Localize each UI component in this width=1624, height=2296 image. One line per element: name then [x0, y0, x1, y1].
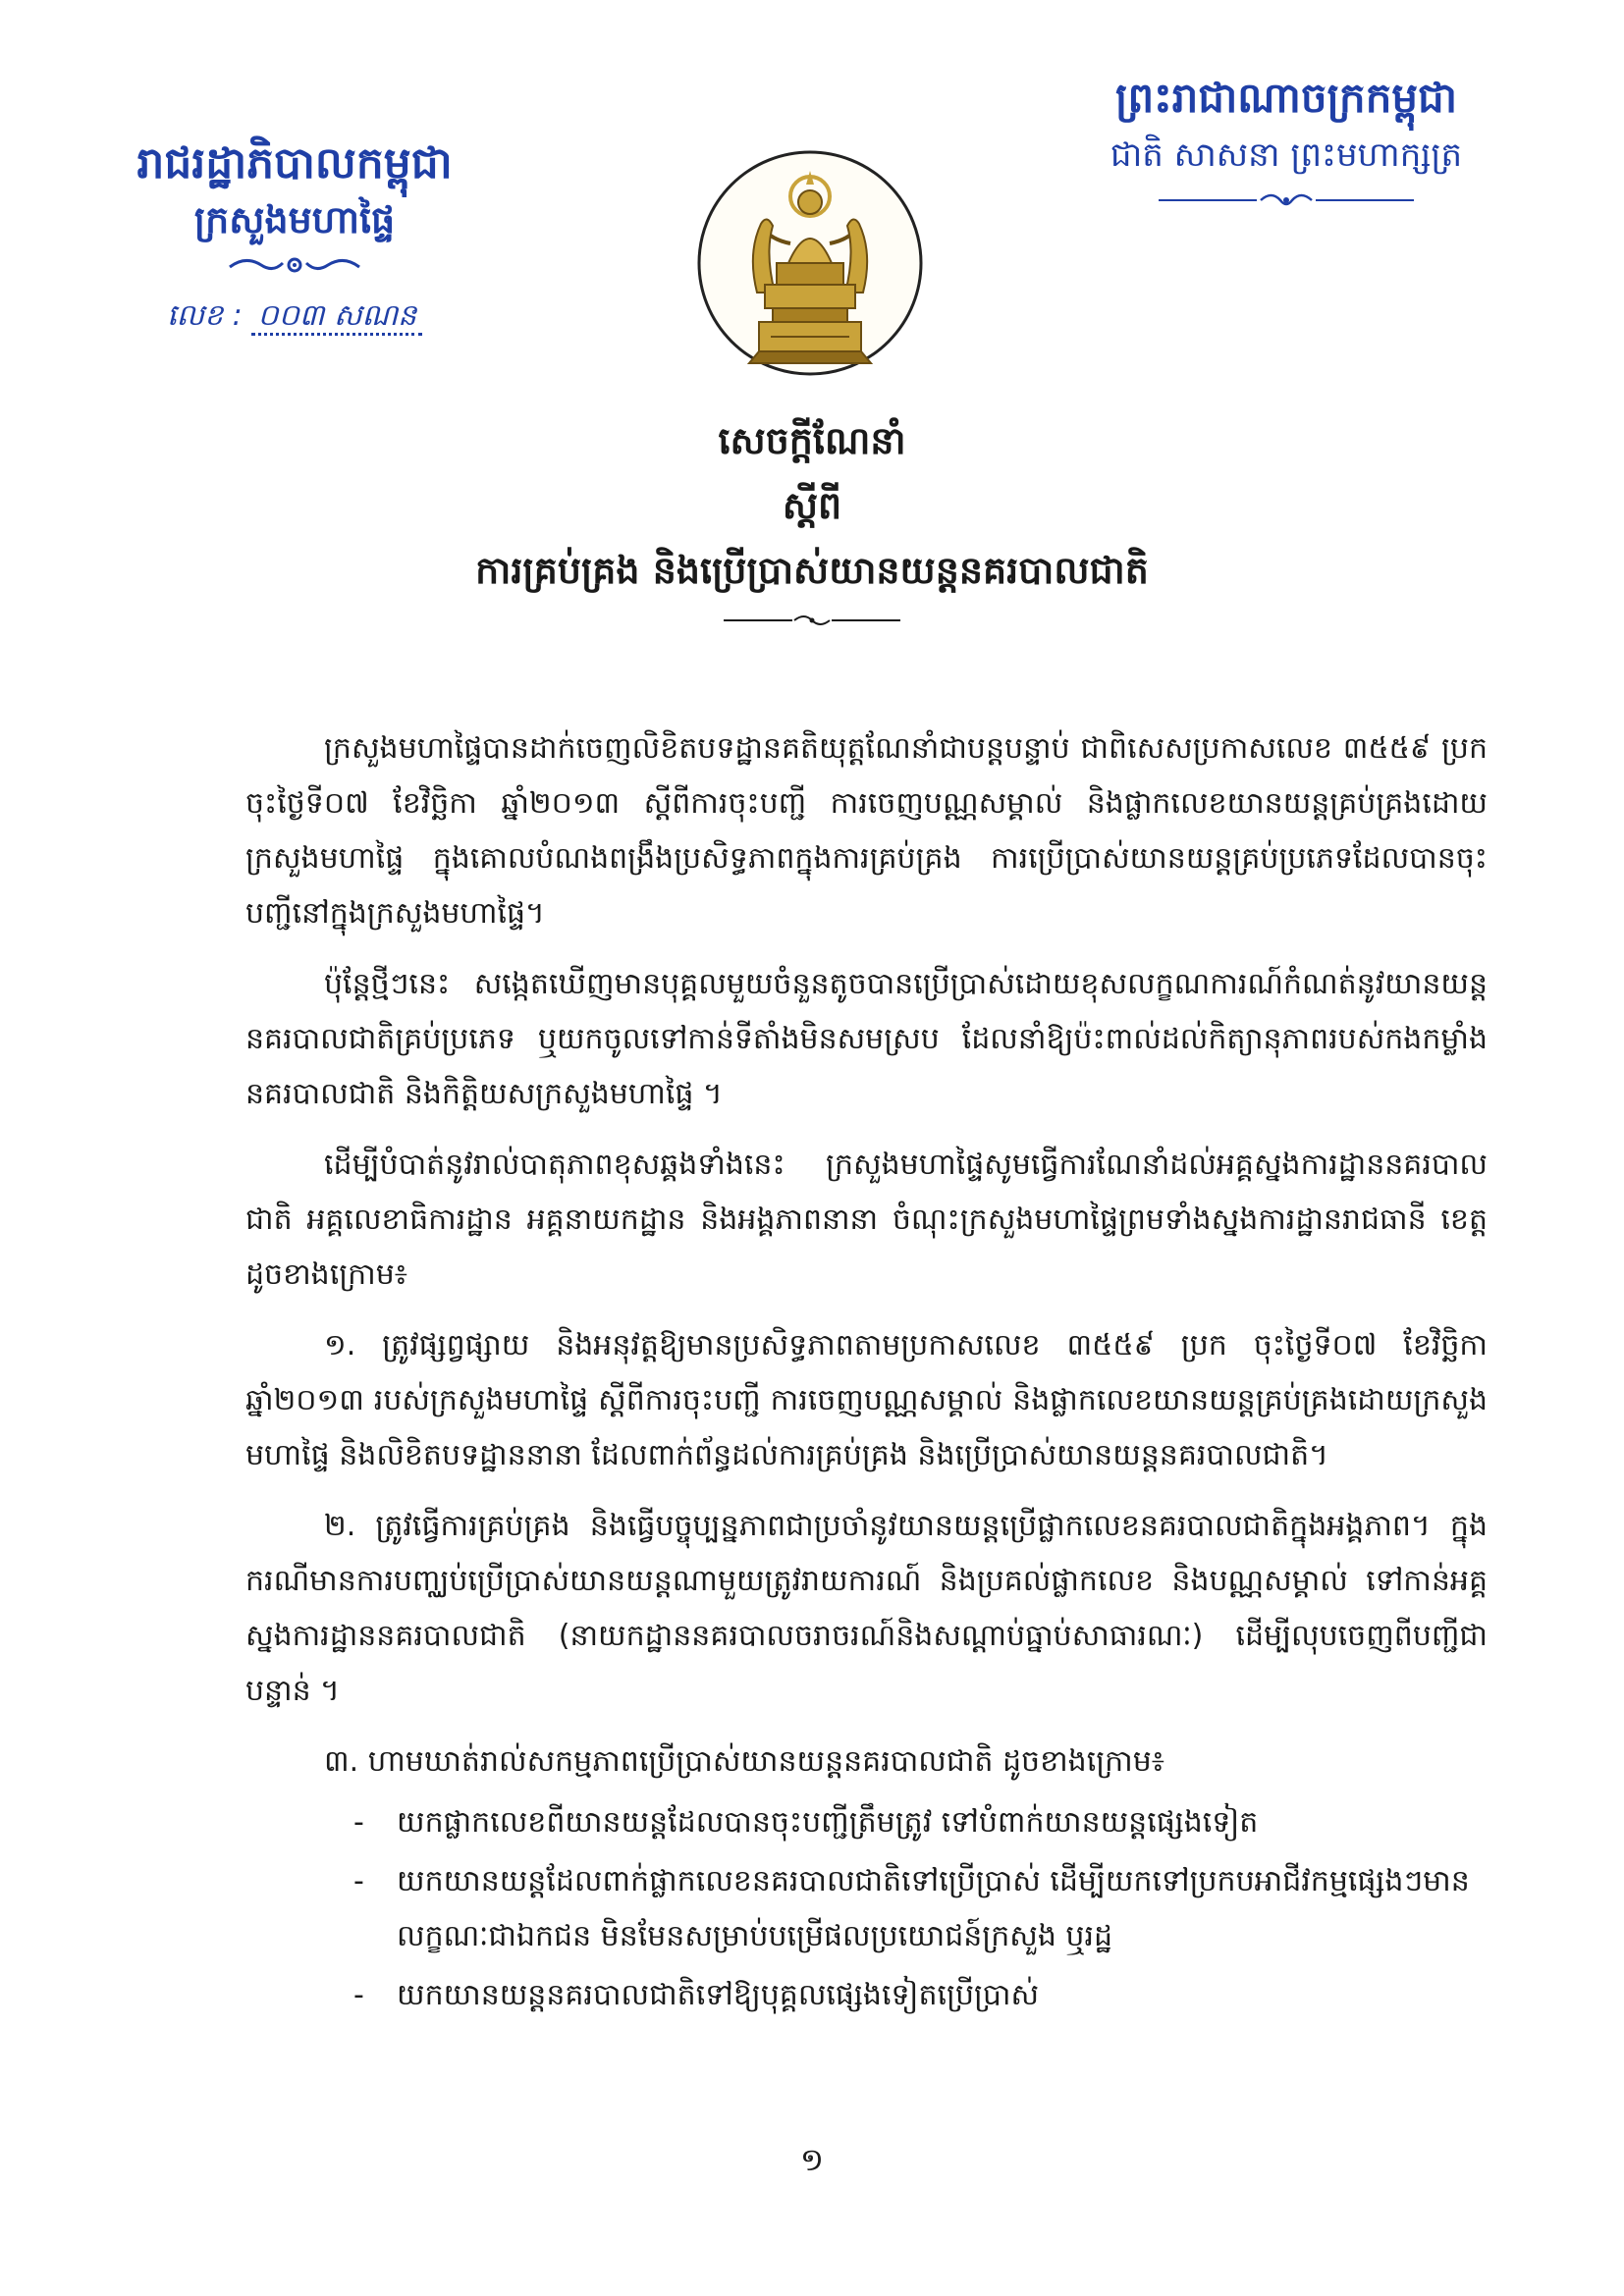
prohibited-actions-list — [245, 1795, 1488, 2023]
ornament-divider-icon — [226, 253, 363, 277]
list-item: - យកយានយន្តដែលពាក់ផ្លាកលេខនគរបាលជាតិទៅប្រើប្រាស់ ដើម្បីយកទៅប្រកបអាជីវកម្មផ្សេងៗមានលក្ខណៈជាឯកជន មិនមែនសម្រាប់បម្រើផលប្រយោជន៍ក្រសួង ឬរដ្ឋ — [353, 1854, 1488, 1964]
document-subject: ការគ្រប់គ្រង និងប្រើប្រាស់យានយន្តនគរបាលជាតិ — [475, 549, 1149, 592]
royal-emblem-icon — [692, 145, 928, 381]
item-1: ១. ត្រូវផ្សព្វផ្សាយ និងអនុវត្តឱ្យមានប្រសិទ្ធភាពតាមប្រកាសលេខ ៣៥៥៩ ប្រក ចុះថ្ងៃទី០៧ ខែវិច្ឆិកា ឆ្នាំ២០១៣ របស់ក្រសួងមហាផ្ទៃ ស្តីពីការចុះបញ្ជី ការចេញបណ្ណសម្គាល់ និងផ្លាកលេខយានយន្តគ្រប់គ្រងដោយក្រសួងមហាផ្ទៃ និងលិខិតបទដ្ឋាននានា ដែលពាក់ព័ន្ធដល់ការគ្រប់គ្រង និងប្រើប្រាស់យានយន្តនគរបាលជាតិ។ — [245, 1328, 1488, 1472]
right-header — [1060, 69, 1512, 210]
list-item: - យកផ្លាកលេខពីយានយន្តដែលបានចុះបញ្ជីត្រឹមត្រូវ ទៅបំពាក់យានយន្តផ្សេងទៀត — [353, 1795, 1488, 1850]
reference-label: លេខ : — [167, 298, 243, 333]
government-name: រាជរដ្ឋាភិបាលកម្ពុជា — [136, 138, 453, 188]
list-item: - យកយានយន្តនគរបាលជាតិទៅឱ្យបុគ្គលផ្សេងទៀតប្រើប្រាស់ — [353, 1968, 1488, 2023]
paragraph-instruction: ដើម្បីបំបាត់នូវរាល់បាតុភាពខុសឆ្គងទាំងនេះ ក្រសួងមហាផ្ទៃសូមធ្វើការណែនាំដល់អគ្គស្នងការដ្ឋាននគរបាលជាតិ អគ្គលេខាធិការដ្ឋាន អគ្គនាយកដ្ឋាន និងអង្គភាពនានា ចំណុះក្រសួងមហាផ្ទៃព្រមទាំងស្នងការដ្ឋានរាជធានី ខេត្ត ដូចខាងក្រោម៖ — [245, 1148, 1488, 1292]
item-2: ២. ត្រូវធ្វើការគ្រប់គ្រង និងធ្វើបច្ចុប្បន្នភាពជាប្រចាំនូវយានយន្តប្រើផ្លាកលេខនគរបាលជាតិក្នុងអង្គភាព។ ក្នុងករណីមានការបញ្ឈប់ប្រើប្រាស់យានយន្តណាមួយត្រូវរាយការណ៍ និងប្រគល់ផ្លាកលេខ និងបណ្ណសម្គាល់ ទៅកាន់អគ្គស្នងការដ្ឋាននគរបាលជាតិ (នាយកដ្ឋាននគរបាលចរាចរណ៍និងសណ្តាប់ធ្នាប់សាធារណៈ) ដើម្បីលុបចេញពីបញ្ជីជាបន្ទាន់ ។ — [245, 1509, 1488, 1708]
reference-number: ០០៣ សណន — [251, 298, 422, 336]
ornament-divider-icon — [1159, 190, 1414, 210]
national-motto: ជាតិ សាសនា ព្រះមហាក្សត្រ — [1110, 135, 1463, 175]
paragraph-intro: ក្រសួងមហាផ្ទៃបានដាក់ចេញលិខិតបទដ្ឋានគតិយុត្តណែនាំជាបន្តបន្ទាប់ ជាពិសេសប្រកាសលេខ ៣៥៥៩ ប្រក ចុះថ្ងៃទី០៧ ខែវិច្ឆិកា ឆ្នាំ២០១៣ ស្តីពីការចុះបញ្ជី ការចេញបណ្ណសម្គាល់ និងផ្លាកលេខយានយន្តគ្រប់គ្រងដោយក្រសួងមហាផ្ទៃ ក្នុងគោលបំណងពង្រឹងប្រសិទ្ធភាពក្នុងការគ្រប់គ្រង ការប្រើប្រាស់យានយន្តគ្រប់ប្រភេទដែលបានចុះបញ្ជីនៅក្នុងក្រសួងមហាផ្ទៃ។ — [245, 731, 1488, 931]
document-title-block — [0, 408, 1624, 628]
reference-number-line — [167, 296, 422, 340]
paragraph-problem: ប៉ុន្តែថ្មីៗនេះ សង្កេតឃើញមានបុគ្គលមួយចំនួនតូចបានប្រើប្រាស់ដោយខុសលក្ខណការណ៍កំណត់នូវយានយន្តនគរបាលជាតិគ្រប់ប្រភេទ ឬយកចូលទៅកាន់ទីតាំងមិនសមស្រប ដែលនាំឱ្យប៉ះពាល់ដល់កិត្យានុភាពរបស់កងកម្លាំងនគរបាលជាតិ និងកិត្តិយសក្រសួងមហាផ្ទៃ ។ — [245, 967, 1488, 1111]
item-3: ៣. ហាមឃាត់រាល់សកម្មភាពប្រើប្រាស់យានយន្តនគរបាលជាតិ ដូចខាងក្រោម៖ — [324, 1744, 1164, 1779]
document-title: សេចក្តីណែនាំ — [718, 419, 906, 462]
left-header — [118, 135, 471, 277]
title-ornament-icon — [724, 613, 900, 628]
document-title-about: ស្តីពី — [782, 484, 842, 527]
body-text — [245, 721, 1488, 2027]
ministry-name: ក្រសួងមហាផ្ទៃ — [193, 198, 396, 241]
kingdom-name: ព្រះរាជាណាចក្រកម្ពុជា — [1114, 74, 1458, 122]
page-number: ១ — [799, 2141, 825, 2178]
